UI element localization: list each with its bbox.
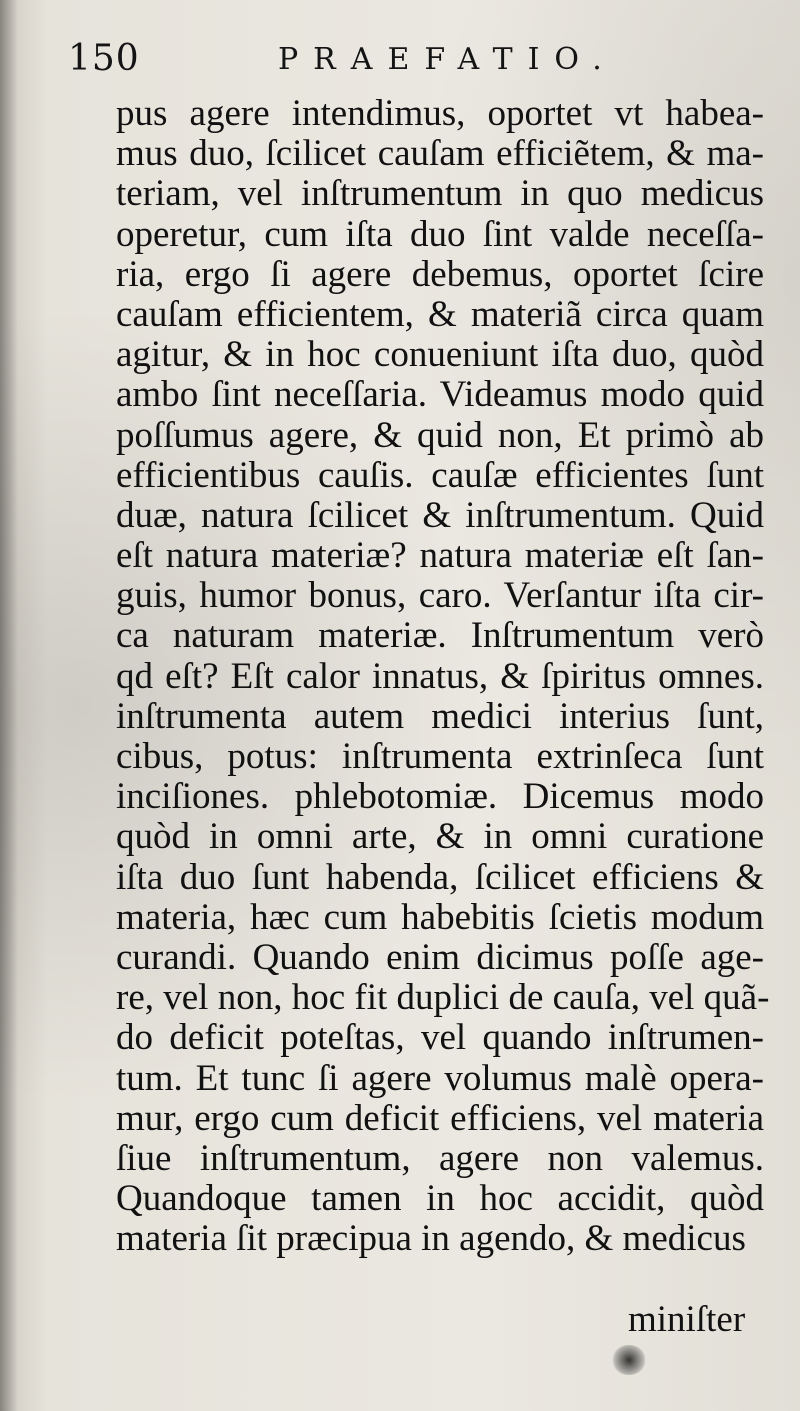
text-line: pus agere intendimus, oportet vt habea- [116, 93, 764, 134]
text-line: ca naturam materiæ. Inſtrumentum verò [116, 615, 764, 657]
text-line: agitur, & in hoc conueniunt iſta duo, quòd [116, 334, 764, 376]
text-line: ria, ergo ſi agere debemus, oportet ſcire [116, 253, 764, 295]
text-line: mus duo, ſcilicet cauſam efficiẽtem, & ma- [116, 133, 764, 175]
running-head [0, 30, 800, 90]
text-line: teriam, vel inſtrumentum in quo medicus [116, 173, 764, 215]
text-line: materia ſit præcipua in agendo, & medicus [116, 1218, 746, 1260]
text-line: inſtrumenta autem medici interius ſunt, [116, 695, 764, 737]
text-line: efficientibus cauſis. cauſæ efficientes ſunt [116, 454, 764, 496]
text-line: cauſam efficientem, & materiã circa quam [116, 293, 764, 335]
body-text [116, 93, 770, 1260]
text-line: materia, hæc cum habebitis ſcietis modum [116, 896, 764, 938]
text-line: qd eſt? Eſt calor innatus, & ſpiritus omnes. [116, 655, 764, 697]
page-number: 150 [68, 38, 140, 79]
text-line: do deficit poteſtas, vel quando inſtrumen- [116, 1017, 764, 1059]
text-line: inciſiones. phlebotomiæ. Dicemus modo [116, 776, 764, 818]
text-line: eſt natura materiæ? natura materiæ eſt ſan- [116, 535, 764, 577]
text-line: iſta duo ſunt habenda, ſcilicet efficiens & [116, 856, 764, 898]
text-line: tum. Et tunc ſi agere volumus malè opera- [116, 1057, 764, 1099]
text-line: curandi. Quando enim dicimus poſſe age- [116, 936, 764, 978]
text-line: cibus, potus: inſtrumenta extrinſeca ſunt [116, 736, 764, 777]
text-line: quòd in omni arte, & in omni curatione [116, 816, 764, 858]
catchword: miniſter [628, 1299, 746, 1340]
ink-blot [612, 1345, 646, 1375]
text-line: ſiue inſtrumentum, agere non valemus. [116, 1137, 764, 1179]
text-line: operetur, cum iſta duo ſint valde neceſſa- [116, 213, 764, 255]
section-title: PRAEFATIO. [278, 42, 617, 77]
text-line: guis, humor bonus, caro. Verſantur iſta cir- [116, 575, 764, 617]
text-line: duæ, natura ſcilicet & inſtrumentum. Quid [116, 494, 764, 536]
text-line: mur, ergo cum deficit efficiens, vel materia [116, 1097, 764, 1139]
gutter-shadow [0, 0, 18, 1411]
text-line: ambo ſint neceſſaria. Videamus modo quid [116, 374, 764, 416]
text-line: re, vel non, hoc fit duplici de cauſa, vel quã- [116, 977, 770, 1019]
text-line: Quandoque tamen in hoc accidit, quòd [116, 1178, 764, 1220]
text-line: poſſumus agere, & quid non, Et primò ab [116, 414, 764, 456]
